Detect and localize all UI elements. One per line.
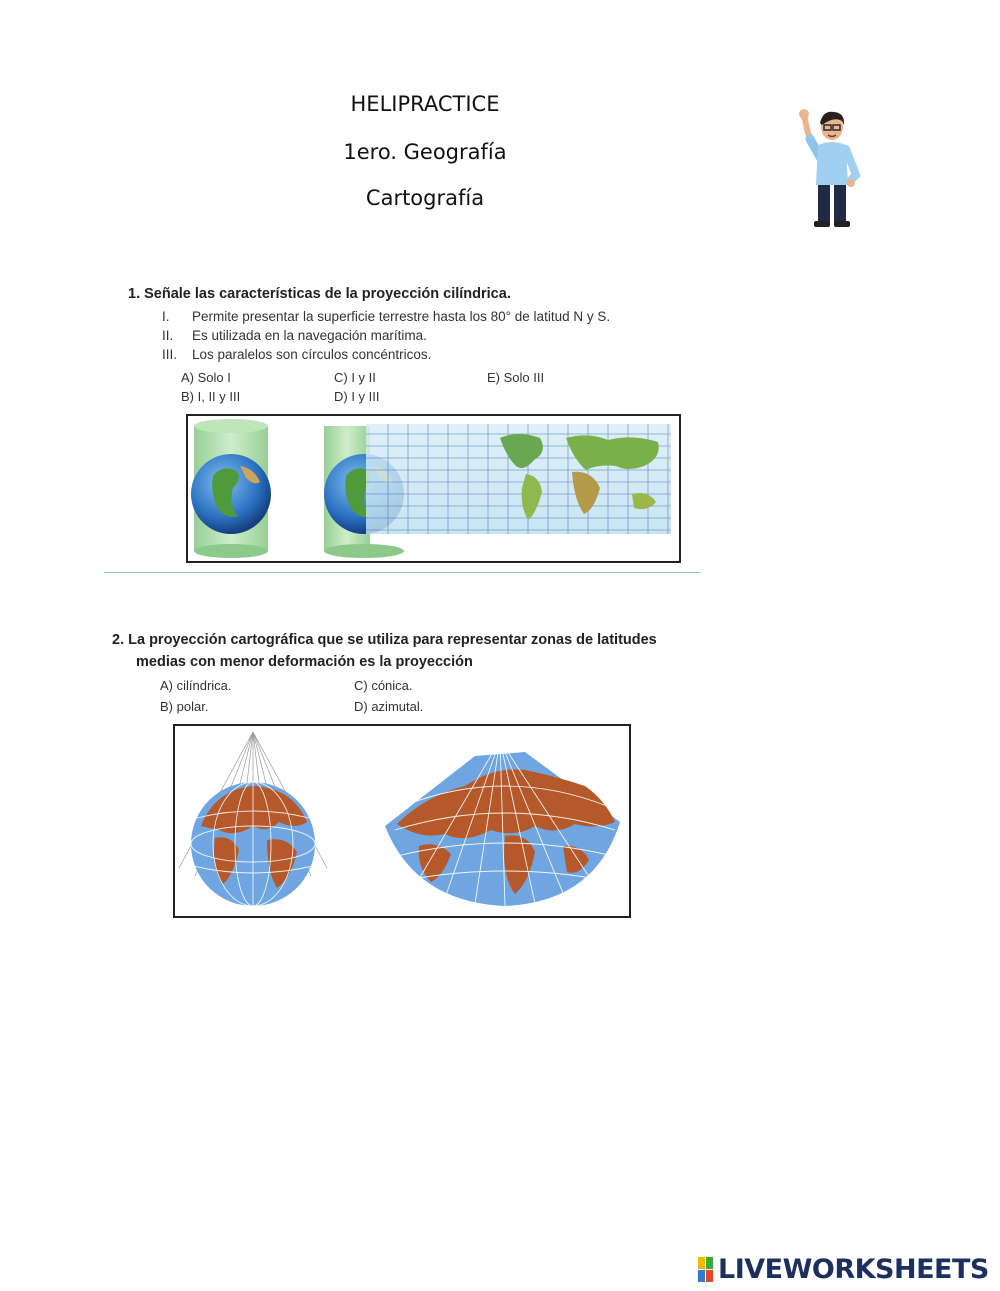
q1-statement-2-text: Es utilizada en la navegación marítima. (192, 328, 427, 343)
cylindrical-projection-figure (186, 414, 681, 563)
q1-option-b[interactable]: B) I, II y III (181, 389, 241, 404)
cylindrical-projection-illustration (188, 416, 679, 561)
question-2-title-line-1: 2. La proyección cartográfica que se utiliza para representar zonas de latitudes (112, 632, 657, 648)
q1-statement-1-text: Permite presentar la superficie terrestre hasta los 80° de latitud N y S. (192, 309, 611, 324)
question-2-title-line-2: medias con menor deformación es la proyección (136, 654, 473, 670)
q1-statement-1-number: I. (162, 309, 170, 324)
q1-statement-3-number: III. (162, 347, 178, 362)
conic-projection-figure (173, 724, 631, 918)
worksheet-subject: 1ero. Geografía (343, 140, 507, 164)
q2-option-c[interactable]: C) cónica. (354, 678, 413, 693)
q2-option-b[interactable]: B) polar. (160, 699, 209, 714)
section-divider (104, 572, 701, 573)
q1-statement-2-number: II. (162, 328, 174, 343)
liveworksheets-brand: LIVEWORKSHEETS (718, 1254, 989, 1285)
q2-option-d[interactable]: D) azimutal. (354, 699, 424, 714)
q1-option-a[interactable]: A) Solo I (181, 370, 231, 385)
q1-statement-3-text: Los paralelos son círculos concéntricos. (192, 347, 432, 362)
teacher-avatar (790, 105, 870, 230)
q2-option-a[interactable]: A) cilíndrica. (160, 678, 232, 693)
q1-option-d[interactable]: D) I y III (334, 389, 380, 404)
conic-projection-illustration (175, 726, 629, 916)
question-1-title: 1. Señale las características de la proyección cilíndrica. (128, 286, 511, 302)
liveworksheets-logo-icon (698, 1257, 714, 1283)
q1-option-e[interactable]: E) Solo III (487, 370, 545, 385)
q1-option-c[interactable]: C) I y II (334, 370, 376, 385)
worksheet-topic: Cartografía (365, 186, 485, 210)
worksheet-title: HELIPRACTICE (350, 92, 500, 116)
